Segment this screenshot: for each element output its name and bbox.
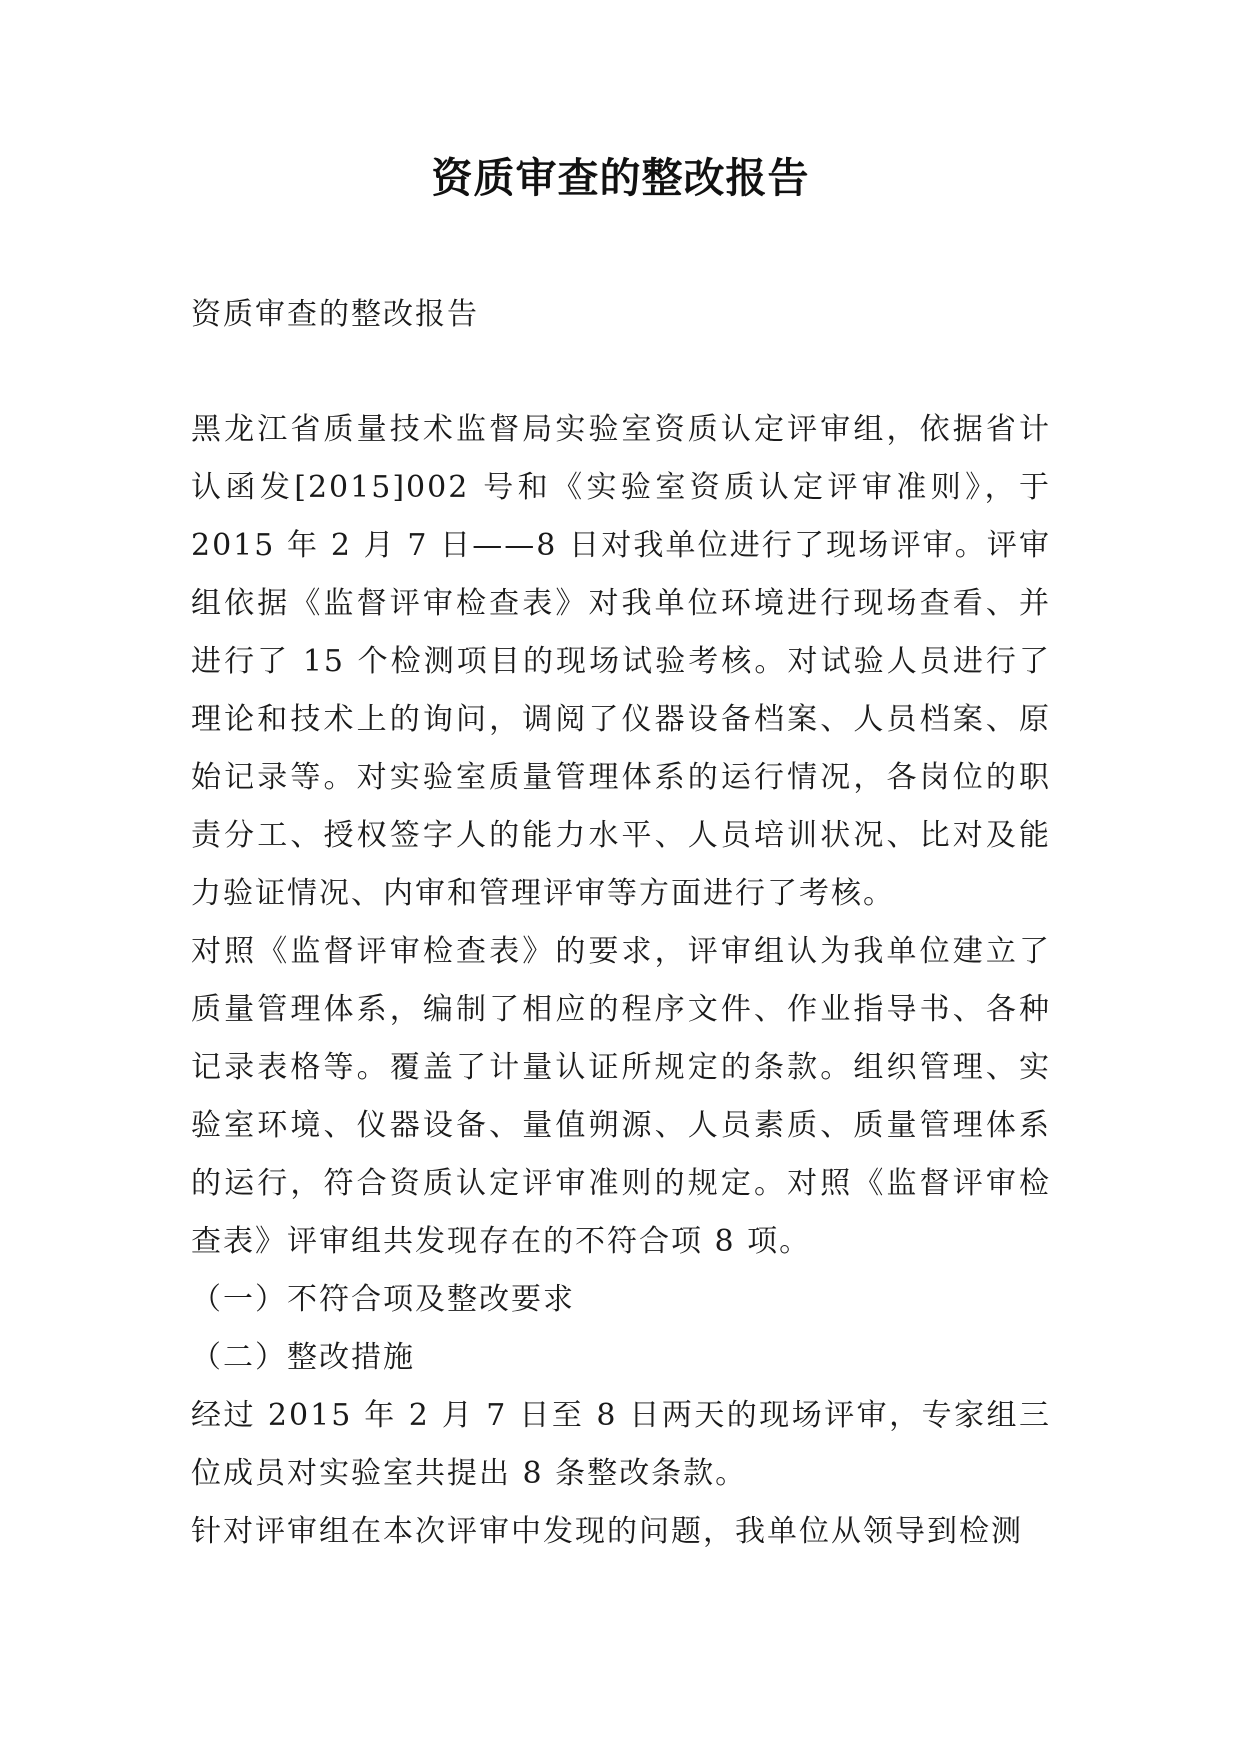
section-heading-corrective-measures: （二）整改措施 [191, 1340, 415, 1375]
paragraph-review-findings: 对照《监督评审检查表》的要求，评审组认为我单位建立了质量管理体系，编制了相应的程序文件、作业指导书、各种记录表格等。覆盖了计量认证所规定的条款。组织管理、实验室环境、仪器设备、量值朔源、人员素质、质量管理体系的运行，符合资质认定评审准则的规定。对照《监督评审检查表》评审组共发现存在的不符合项 8 项。 [191, 934, 1051, 1259]
paragraph-review-summary: 经过 2015 年 2 月 7 日至 8 日两天的现场评审，专家组三位成员对实验室共提出 8 条整改条款。 [191, 1398, 1051, 1491]
paragraph-response-start: 针对评审组在本次评审中发现的问题，我单位从领导到检测 [191, 1514, 1023, 1549]
document-body [191, 401, 1051, 1561]
paragraph-review-overview: 黑龙江省质量技术监督局实验室资质认定评审组，依据省计认函发[2015]002 号和《实验室资质认定评审准则》，于 2015 年 2 月 7 日——8 日对我单位进行了现场评审。评审组依据《监督评审检查表》对我单位环境进行现场查看、并进行了 15 个检测项目的现场试验考核。对试验人员进行了理论和技术上的询问，调阅了仪器设备档案、人员档案、原始记录等。对实验室质量管理体系的运行情况，各岗位的职责分工、授权签字人的能力水平、人员培训状况、比对及能力验证情况、内审和管理评审等方面进行了考核。 [191, 412, 1051, 911]
section-heading-nonconformities: （一）不符合项及整改要求 [191, 1282, 575, 1317]
document-title: 资质审查的整改报告 [431, 154, 810, 202]
document-subtitle: 资质审查的整改报告 [191, 297, 479, 332]
